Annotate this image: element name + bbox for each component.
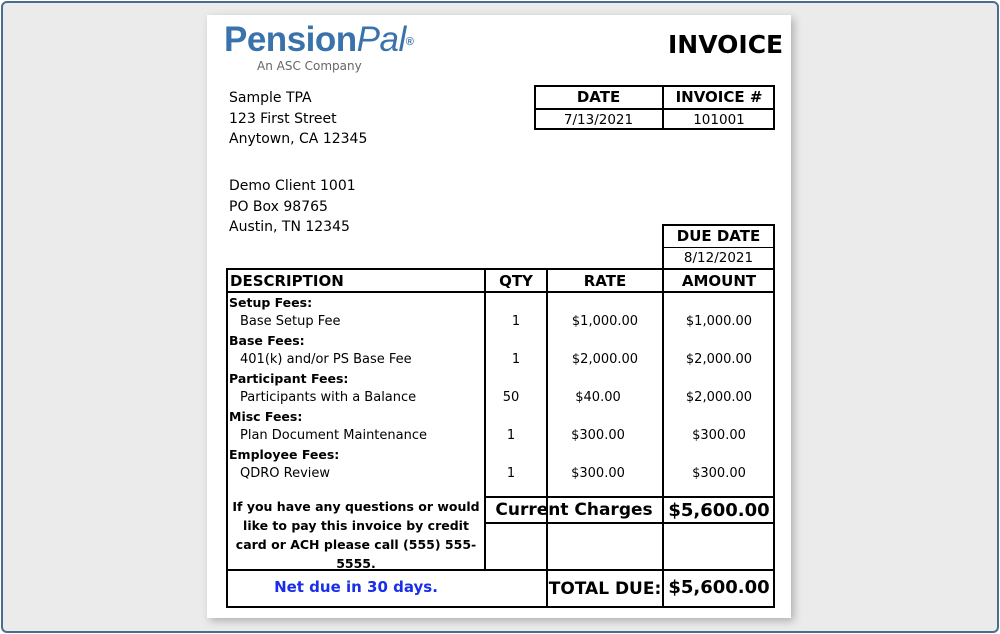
date-value: 7/13/2021 <box>563 111 634 128</box>
company-logo <box>224 20 414 73</box>
recipient-line: Austin, TN 12345 <box>229 219 350 235</box>
fee-item: Plan Document Maintenance <box>240 428 427 443</box>
fee-category: Base Fees: <box>229 333 305 348</box>
fee-category: Employee Fees: <box>229 447 340 462</box>
fee-item: 401(k) and/or PS Base Fee <box>240 352 412 367</box>
sender-line: 123 First Street <box>229 110 337 127</box>
due-date-label: DUE DATE <box>676 227 761 245</box>
fee-amount: $300.00 <box>692 466 746 481</box>
invoice-number-label: INVOICE # <box>675 88 763 106</box>
fee-amount: $1,000.00 <box>685 314 753 329</box>
logo-name-italic: Pal <box>356 20 406 59</box>
total-due-value: $5,600.00 <box>668 576 770 598</box>
fee-item: QDRO Review <box>240 466 331 481</box>
fee-category: Participant Fees: <box>229 371 349 386</box>
fee-qty: 50 <box>502 390 520 405</box>
fee-rate: $40.00 <box>575 390 621 405</box>
current-charges-label: Current Charges <box>495 500 653 520</box>
recipient-line: PO Box 98765 <box>229 198 328 215</box>
fee-rate: $300.00 <box>571 466 625 481</box>
fee-rate: $2,000.00 <box>571 352 639 367</box>
logo-name-main: Pension <box>224 20 357 59</box>
invoice-number-value: 101001 <box>693 111 745 128</box>
fee-rate: $1,000.00 <box>571 314 639 329</box>
net-terms: Net due in 30 days. <box>274 578 438 596</box>
fee-category: Setup Fees: <box>229 295 313 310</box>
registered-mark: ® <box>405 36 414 48</box>
logo-wordmark <box>224 20 413 60</box>
sender-address <box>229 88 367 150</box>
recipient-address <box>229 176 356 238</box>
fee-item: Participants with a Balance <box>240 390 417 405</box>
fee-amount: $2,000.00 <box>685 352 753 367</box>
fee-qty: 1 <box>506 466 516 481</box>
date-label: DATE <box>576 88 621 106</box>
invoice-title: INVOICE <box>668 30 784 59</box>
fee-qty: 1 <box>511 314 521 329</box>
col-header-qty: QTY <box>499 271 533 290</box>
col-header-rate: RATE <box>583 271 627 290</box>
current-charges-value: $5,600.00 <box>668 499 770 521</box>
fee-qty: 1 <box>511 352 521 367</box>
due-date-value: 8/12/2021 <box>683 250 754 266</box>
fee-amount: $2,000.00 <box>685 390 753 405</box>
sender-line: Sample TPA <box>229 90 312 106</box>
col-header-description: DESCRIPTION <box>230 272 344 290</box>
col-header-amount: AMOUNT <box>681 271 757 290</box>
payment-note: If you have any questions or would like to pay this invoice by credit card or ACH please call (555) 555-5555. <box>232 499 480 571</box>
logo-tagline: An ASC Company <box>257 59 362 73</box>
fee-item: Base Setup Fee <box>240 314 341 329</box>
header-divider <box>226 291 775 293</box>
subtotal-divider <box>484 522 775 524</box>
fee-rate: $300.00 <box>571 428 625 443</box>
recipient-line: Demo Client 1001 <box>229 178 356 194</box>
total-due-label: TOTAL DUE: <box>548 579 662 599</box>
fee-qty: 1 <box>506 428 516 443</box>
fee-amount: $300.00 <box>692 428 746 443</box>
fee-category: Misc Fees: <box>229 409 303 424</box>
sender-line: Anytown, CA 12345 <box>229 131 368 147</box>
